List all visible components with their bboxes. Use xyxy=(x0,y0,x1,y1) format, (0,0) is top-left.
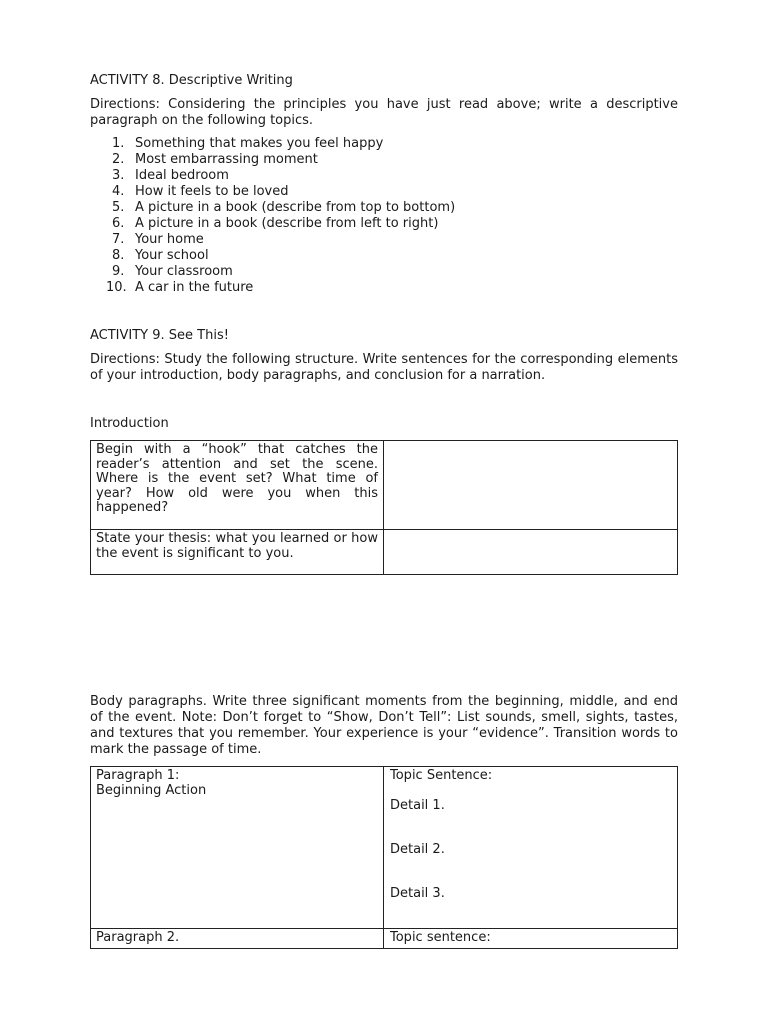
table-row xyxy=(91,530,678,575)
introduction-table xyxy=(90,440,678,575)
list-item: 8. Your school xyxy=(112,248,209,263)
detail-1-label: Detail 1. xyxy=(390,797,445,813)
table-row xyxy=(91,929,678,949)
list-item: 3. Ideal bedroom xyxy=(112,168,229,183)
list-item: 2. Most embarrassing moment xyxy=(112,152,318,167)
list-item: 10. A car in the future xyxy=(106,280,254,295)
topic-list xyxy=(90,136,678,296)
paragraph-2-content-cell[interactable] xyxy=(384,929,678,949)
body-table xyxy=(90,766,678,949)
detail-2-label: Detail 2. xyxy=(390,842,445,857)
paragraph-1-content-cell[interactable] xyxy=(384,767,678,929)
thesis-answer-cell[interactable] xyxy=(384,530,678,575)
list-item: 7. Your home xyxy=(112,232,204,247)
beginning-action-label: Beginning Action xyxy=(96,782,207,798)
paragraph-2-label: Paragraph 2. xyxy=(96,930,180,945)
introduction-label: Introduction xyxy=(90,416,169,431)
hook-answer-cell[interactable] xyxy=(384,441,678,530)
list-item: 6. A picture in a book (describe from left to right) xyxy=(112,216,439,231)
paragraph-2-label-cell xyxy=(91,929,384,949)
detail-3-label: Detail 3. xyxy=(390,885,445,901)
hook-prompt-cell: Begin with a “hook” that catches the reader’s attention and set the scene. Where is the event set? What time of year? How old were you when this happened? xyxy=(91,441,384,530)
activity-9-title: ACTIVITY 9. See This! xyxy=(90,328,229,343)
list-item: 4. How it feels to be loved xyxy=(112,184,289,199)
table-row xyxy=(91,441,678,530)
topic-sentence-label: Topic sentence: xyxy=(390,930,491,945)
paragraph-1-label-cell xyxy=(91,767,384,929)
activity-8-directions: Directions: Considering the principles you have just read above; write a descriptive paragraph on the following topics. xyxy=(90,97,678,128)
table-row xyxy=(91,767,678,929)
topic-sentence-label: Topic Sentence: xyxy=(390,768,493,783)
list-item: 9. Your classroom xyxy=(112,264,233,279)
list-item: 1. Something that makes you feel happy xyxy=(112,136,384,151)
activity-8-title: ACTIVITY 8. Descriptive Writing xyxy=(90,73,293,88)
body-paragraphs-directions: Body paragraphs. Write three significant moments from the beginning, middle, and end of the event. Note: Don’t forget to “Show, Don’t Tell”: List sounds, smell, sights, tastes, and textures that you remember. Your experience is your “evidence”. Transition words to mark the passage of time. xyxy=(90,694,678,757)
activity-9-directions: Directions: Study the following structure. Write sentences for the corresponding elements of your introduction, body paragraphs, and conclusion for a narration. xyxy=(90,352,678,383)
thesis-prompt-cell: State your thesis: what you learned or how the event is significant to you. xyxy=(91,530,384,575)
list-item: 5. A picture in a book (describe from top to bottom) xyxy=(112,200,456,215)
paragraph-1-label: Paragraph 1: xyxy=(96,768,180,783)
